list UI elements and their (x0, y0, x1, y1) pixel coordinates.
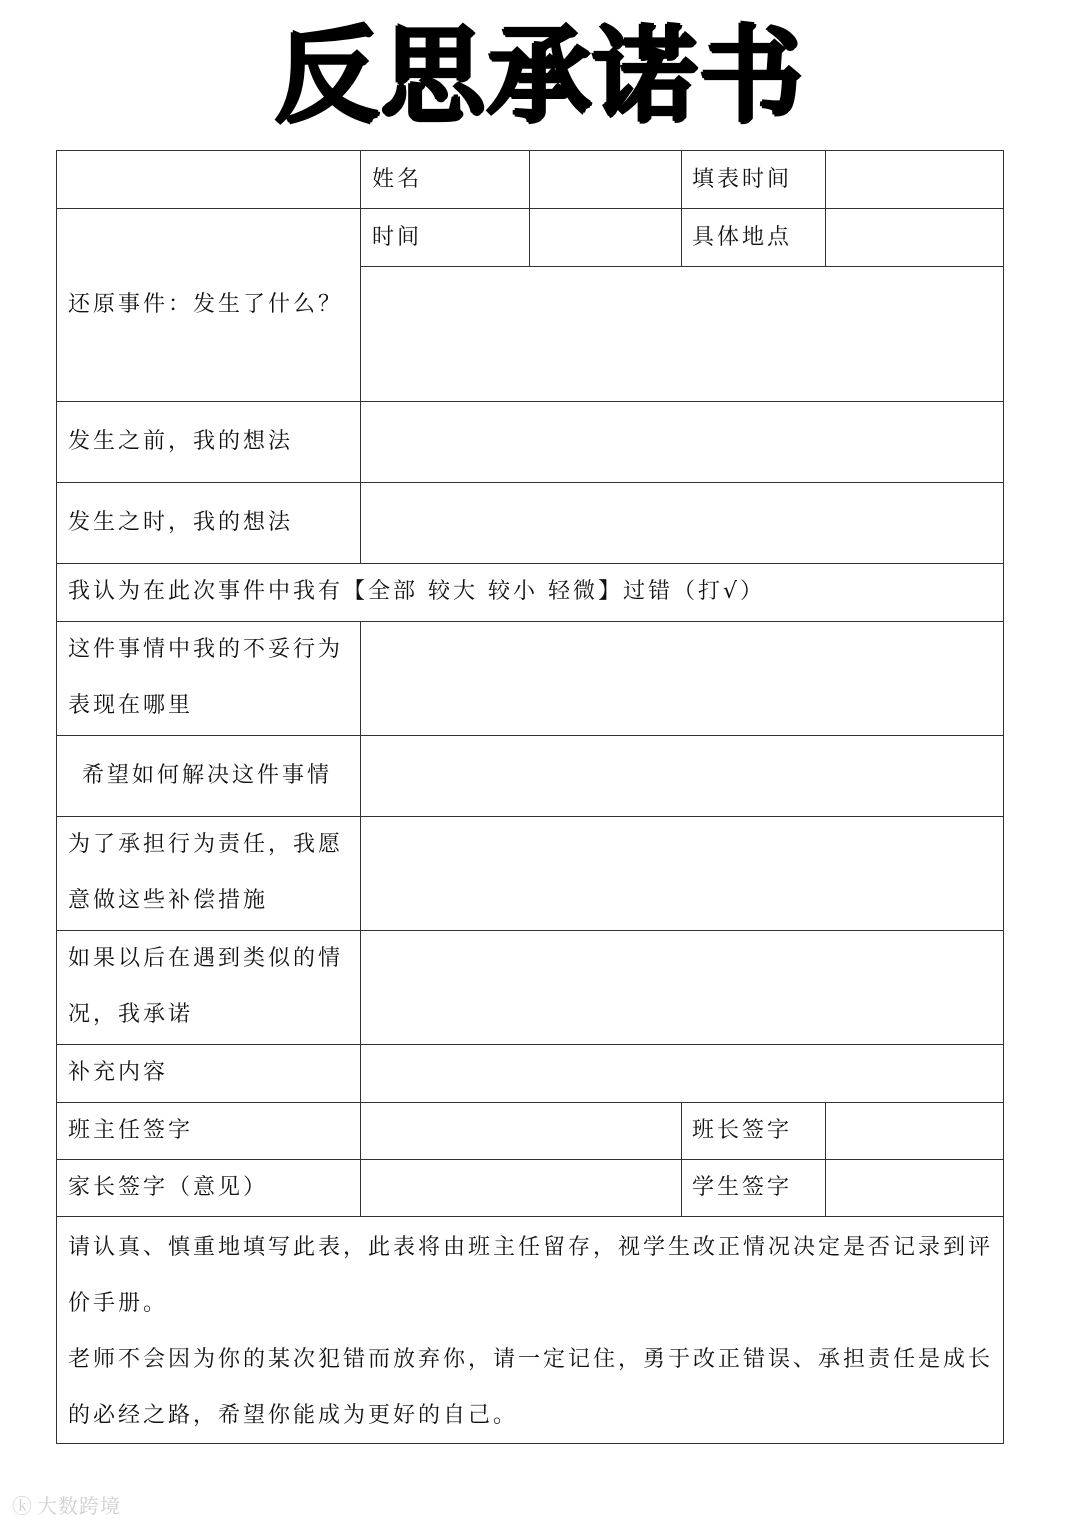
parent-signature-field[interactable] (361, 1160, 680, 1215)
fill-time-label: 填表时间 (692, 167, 793, 192)
col-divider (681, 150, 682, 266)
solution-field[interactable] (361, 736, 1003, 815)
compensation-field[interactable] (361, 817, 1003, 929)
name-field[interactable] (530, 151, 680, 207)
extra-content-label: 补充内容 (68, 1060, 169, 1085)
extra-content-field[interactable] (361, 1045, 1003, 1101)
watermark-logo-icon: ⓚ (12, 1494, 33, 1518)
event-label: 还原事件：发生了什么？ (68, 292, 344, 317)
teacher-signature-label: 班主任签字 (68, 1118, 194, 1143)
row-divider (56, 1216, 1004, 1217)
instructions-note (68, 1220, 998, 1444)
compensation-label: 为了承担行为责任，我愿意做这些补偿措施 (68, 832, 344, 913)
col-divider (681, 1102, 682, 1216)
time-label: 时间 (372, 225, 423, 250)
before-thoughts-label: 发生之前，我的想法 (68, 429, 294, 454)
during-thoughts-label: 发生之时，我的想法 (68, 510, 294, 535)
monitor-signature-field[interactable] (826, 1103, 1003, 1158)
promise-label: 如果以后在遇到类似的情况，我承诺 (68, 946, 344, 1027)
watermark (12, 1490, 121, 1519)
watermark-text: 大数跨境 (37, 1494, 121, 1518)
fill-time-field[interactable] (826, 151, 1003, 207)
solution-label: 希望如何解决这件事情 (82, 763, 333, 788)
improper-behavior-label: 这件事情中我的不妥行为表现在哪里 (68, 637, 344, 718)
student-signature-label: 学生签字 (692, 1175, 793, 1200)
parent-signature-label: 家长签字（意见） (68, 1175, 269, 1200)
time-field[interactable] (530, 209, 680, 265)
note-paragraph-2: 老师不会因为你的某次犯错而放弃你，请一定记住，勇于改正错误、承担责任是成长的必经之路，希望你能成为更好的自己。 (68, 1347, 994, 1428)
improper-behavior-field[interactable] (361, 622, 1003, 734)
location-field[interactable] (826, 209, 1003, 265)
promise-field[interactable] (361, 931, 1003, 1043)
before-thoughts-field[interactable] (361, 402, 1003, 481)
page-title: 反思承诺书 (274, 15, 805, 137)
during-thoughts-field[interactable] (361, 483, 1003, 562)
teacher-signature-field[interactable] (361, 1103, 680, 1158)
location-label: 具体地点 (692, 225, 793, 250)
name-label: 姓名 (372, 167, 423, 192)
event-field[interactable] (361, 267, 1003, 400)
note-paragraph-1: 请认真、慎重地填写此表，此表将由班主任留存，视学生改正情况决定是否记录到评价手册。 (68, 1235, 994, 1316)
fault-degree-text: 我认为在此次事件中我有【全部 较大 较小 轻微】过错（打√） (68, 579, 765, 604)
student-signature-field[interactable] (826, 1160, 1003, 1215)
monitor-signature-label: 班长签字 (692, 1118, 793, 1143)
